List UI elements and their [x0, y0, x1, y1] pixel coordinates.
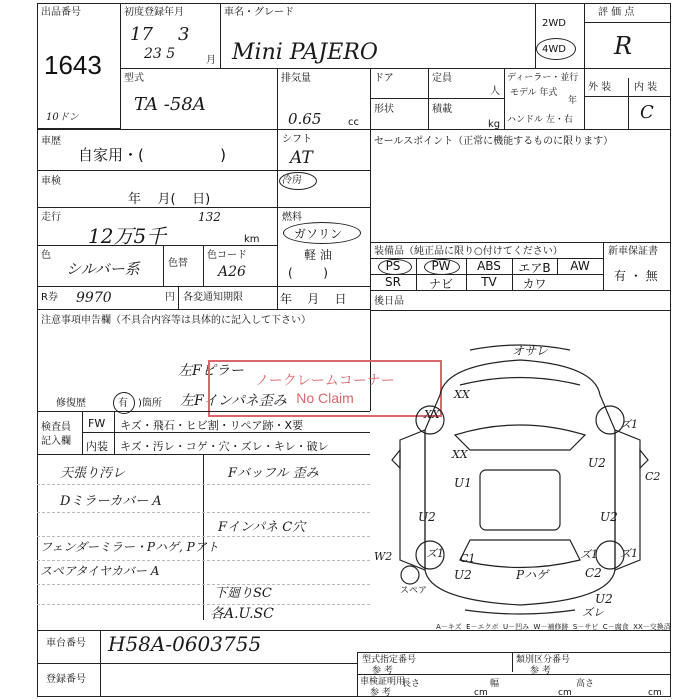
- repair-label: 修復歴: [56, 398, 86, 409]
- cert-cm2: cm: [558, 688, 572, 698]
- diag-xx2: XX: [424, 408, 440, 421]
- mileage-unit: km: [244, 234, 260, 245]
- diag-xx1: XX: [454, 388, 470, 401]
- fuel-other: ( ): [288, 266, 328, 280]
- class-label: 類別区分番号: [516, 655, 571, 665]
- shift-label: シフト: [282, 134, 312, 145]
- first-reg-unit: 月: [206, 55, 216, 66]
- header-line-1: [121, 68, 671, 69]
- score-int-label: 内 装: [634, 82, 658, 93]
- vline-code: [203, 245, 204, 286]
- line-309: [37, 309, 370, 310]
- diag-u2c: U2: [600, 510, 618, 524]
- cert-cm1: cm: [474, 688, 488, 698]
- inspector-label1: 検査員: [41, 422, 71, 433]
- diag-c1: C1: [460, 552, 476, 565]
- repair-yes: 有: [118, 398, 128, 409]
- vline-drive: [535, 3, 536, 68]
- inspector-fw-items: キズ・飛石・ヒビ割・リペア跡・X要: [120, 419, 304, 432]
- meter-label: 各変通知期限: [183, 292, 243, 303]
- line-663: [37, 663, 357, 664]
- sales-label: セールスポイント（正常に機能するものに限ります）: [374, 136, 614, 147]
- score-ext-label: 外 装: [588, 82, 612, 93]
- inspector-in-items: キズ・汚レ・コゲ・穴・ズレ・キレ・破レ: [120, 440, 329, 453]
- code-label: 色コード: [207, 250, 247, 261]
- equip-airbag: エアB: [518, 261, 551, 275]
- chassis-value: H58A-0603755: [108, 632, 262, 656]
- load-unit: kg: [488, 119, 501, 130]
- notes-line2: 左Fインパネ歪み: [180, 393, 287, 409]
- equip-tv: TV: [481, 275, 497, 289]
- chassis-label: 車台番号: [46, 638, 86, 649]
- cert-top: [357, 652, 671, 653]
- lot-label: 出品番号: [41, 7, 81, 18]
- warranty-value: 有 ・ 無: [614, 269, 658, 283]
- disp-label: 排気量: [281, 73, 311, 84]
- code-value: A26: [218, 264, 246, 280]
- equip-abs: ABS: [477, 259, 501, 273]
- equip-aw: AW: [570, 259, 590, 273]
- fuel-diesel: 軽 油: [304, 248, 332, 262]
- diag-z1d: ズ1: [580, 548, 598, 561]
- vline-recycle: [178, 286, 179, 309]
- equip-navi: ナビ: [428, 277, 453, 291]
- diag-u2d: U2: [454, 568, 472, 582]
- remark-4: スペアタイヤカバー A: [40, 564, 160, 578]
- remark-7: 下廻りSC: [214, 586, 272, 601]
- cert-cm3: cm: [648, 688, 662, 698]
- dealer-year-unit: 年: [568, 96, 578, 106]
- diag-u2b: U2: [418, 510, 436, 524]
- vline-cert-mid: [512, 652, 513, 672]
- diag-top: オサレ: [512, 344, 548, 358]
- disp-value: 0.65: [288, 110, 322, 128]
- cert-type: 型式指定番号: [362, 655, 417, 665]
- recycle-label: R券: [41, 292, 58, 303]
- lot-handwritten: 10ドン: [46, 112, 79, 123]
- vline-model: [277, 68, 278, 129]
- cert-ref2: 参 考: [370, 688, 391, 698]
- first-reg-month: 3: [178, 24, 190, 45]
- score-value: R: [614, 32, 633, 60]
- cert-cert: 車検証明用: [360, 677, 406, 687]
- score-label: 評 価 点: [598, 7, 635, 18]
- fuel-label: 燃料: [282, 212, 302, 223]
- notes-line1: 左Fピラー: [178, 363, 244, 379]
- color-label: 色: [41, 250, 51, 261]
- history-value: 自家用・( ): [78, 146, 226, 164]
- line-207: [37, 207, 370, 208]
- diag-c2: C2: [645, 470, 661, 483]
- door-line: [370, 98, 504, 99]
- vline-left-mid: [277, 129, 278, 309]
- equip-ps: PS: [385, 259, 401, 273]
- dealer-label: ディーラー・並行: [507, 73, 579, 83]
- mileage-alt: 132: [198, 210, 221, 224]
- diag-xx3: XX: [452, 448, 468, 461]
- door-label: ドア: [374, 73, 394, 84]
- name-label: 車名・グレード: [224, 7, 294, 18]
- name-value: Mini PAJERO: [232, 40, 378, 65]
- cooler-label: 冷房: [282, 175, 302, 186]
- diag-zure: ズレ: [582, 606, 604, 619]
- remark-guides: [37, 454, 370, 620]
- cert-len: 長さ: [402, 679, 421, 689]
- inspector-label2: 記入欄: [41, 436, 71, 447]
- dealer-handle: ハンドル 左・右: [507, 115, 573, 125]
- score-int-value: C: [640, 102, 654, 123]
- score-line: [584, 22, 671, 23]
- mileage-label: 走行: [41, 212, 61, 223]
- capacity-label: 定員: [432, 73, 452, 84]
- meter-value: 年 月 日: [280, 292, 347, 306]
- line-245: [37, 245, 277, 246]
- vline-inspector-2: [114, 411, 115, 454]
- diag-z1a: ズ1: [620, 418, 638, 431]
- equip-label: 装備品（純正品に限り○付けてください）: [374, 246, 563, 257]
- repair-suffix: )箇所: [138, 398, 162, 409]
- inspection-label: 車検: [41, 176, 61, 187]
- reg-label: 登録番号: [46, 674, 86, 685]
- line-170: [37, 170, 370, 171]
- diag-spare: スペア: [400, 586, 428, 596]
- no-claim-jp: ノークレームコーナー: [255, 373, 395, 389]
- diag-z1b: ズ1: [426, 547, 444, 560]
- vline-first-reg: [220, 3, 221, 68]
- dealer-model-year: モデル 年式: [510, 88, 558, 98]
- diag-w2: W2: [374, 550, 393, 563]
- line-286: [37, 286, 370, 287]
- lot-number: 1643: [44, 50, 102, 80]
- history-label: 車歴: [41, 136, 61, 147]
- shape-label: 形状: [374, 104, 394, 115]
- diag-phage: Pハゲ: [516, 568, 549, 582]
- diag-u2e: U2: [595, 592, 613, 606]
- first-reg-label: 初度登録年月: [124, 7, 184, 18]
- inspector-fw: FW: [88, 417, 106, 430]
- recycle-value: 9970: [76, 290, 112, 306]
- mileage-value: 12万5千: [88, 224, 167, 248]
- tint-label: 色替: [168, 258, 188, 269]
- diag-u2a: U2: [588, 456, 606, 470]
- model-value: TA -58A: [134, 94, 206, 115]
- line-129: [37, 129, 671, 130]
- legend: A－キズ E－エクボ U－凹み W－補修跡 S－サビ C－腐食 XX－交換済: [436, 623, 671, 631]
- diag-c2b: C2: [585, 566, 602, 580]
- line-411: [37, 411, 370, 412]
- cert-height: 高さ: [576, 679, 595, 689]
- remark-8: 各A.U.SC: [210, 606, 274, 622]
- disp-unit: cc: [348, 117, 359, 128]
- remark-6: Fインパネ C穴: [218, 520, 306, 535]
- diag-z1c: ズ1: [620, 547, 638, 560]
- remark-3: フェンダーミラー・Pハゲ, Pアト: [40, 540, 219, 554]
- notes-label: 注意事項申告欄（不具合内容等は具体的に記入して下さい）: [41, 315, 311, 326]
- first-reg-alt: 23 5: [144, 46, 176, 62]
- first-reg-year: 17: [130, 24, 153, 45]
- diag-u1: U1: [454, 476, 472, 490]
- vline-dealer: [504, 68, 505, 129]
- equip-leather: カワ: [522, 277, 547, 291]
- inspector-in: 内装: [86, 440, 108, 453]
- model-label: 型式: [124, 73, 144, 84]
- recycle-unit: 円: [165, 292, 175, 303]
- vline-color: [163, 245, 164, 286]
- score-vline-mid: [628, 78, 629, 129]
- line-242: [370, 242, 671, 243]
- vline-warranty: [603, 242, 604, 290]
- cooler-circle: [279, 172, 317, 190]
- shift-value: AT: [290, 148, 313, 168]
- remark-2: Dミラーカバー A: [60, 494, 162, 509]
- equip-sr: SR: [385, 275, 401, 289]
- cert-mid: [357, 674, 671, 675]
- remark-1: 天張り汚レ: [60, 466, 126, 481]
- inspection-value: 年 月( 日): [128, 192, 211, 207]
- cert-width: 幅: [490, 679, 500, 689]
- no-claim-en: No Claim: [296, 390, 354, 406]
- cert-ref: 参 考: [372, 666, 393, 676]
- color-value: シルバー系: [66, 260, 140, 278]
- drive-2wd: 2WD: [542, 18, 566, 29]
- capacity-unit: 人: [490, 86, 500, 97]
- equip-pw: PW: [431, 259, 451, 273]
- remark-5: Fバッフル 歪み: [228, 466, 319, 481]
- line-630: [37, 630, 671, 631]
- load-label: 積載: [432, 104, 452, 115]
- drive-4wd: 4WD: [542, 44, 566, 55]
- warranty-label: 新車保証書: [608, 246, 658, 257]
- class-ref: 参 考: [530, 666, 551, 676]
- after-label: 後日品: [374, 296, 404, 307]
- fuel-gasoline: ガソリン: [294, 227, 343, 241]
